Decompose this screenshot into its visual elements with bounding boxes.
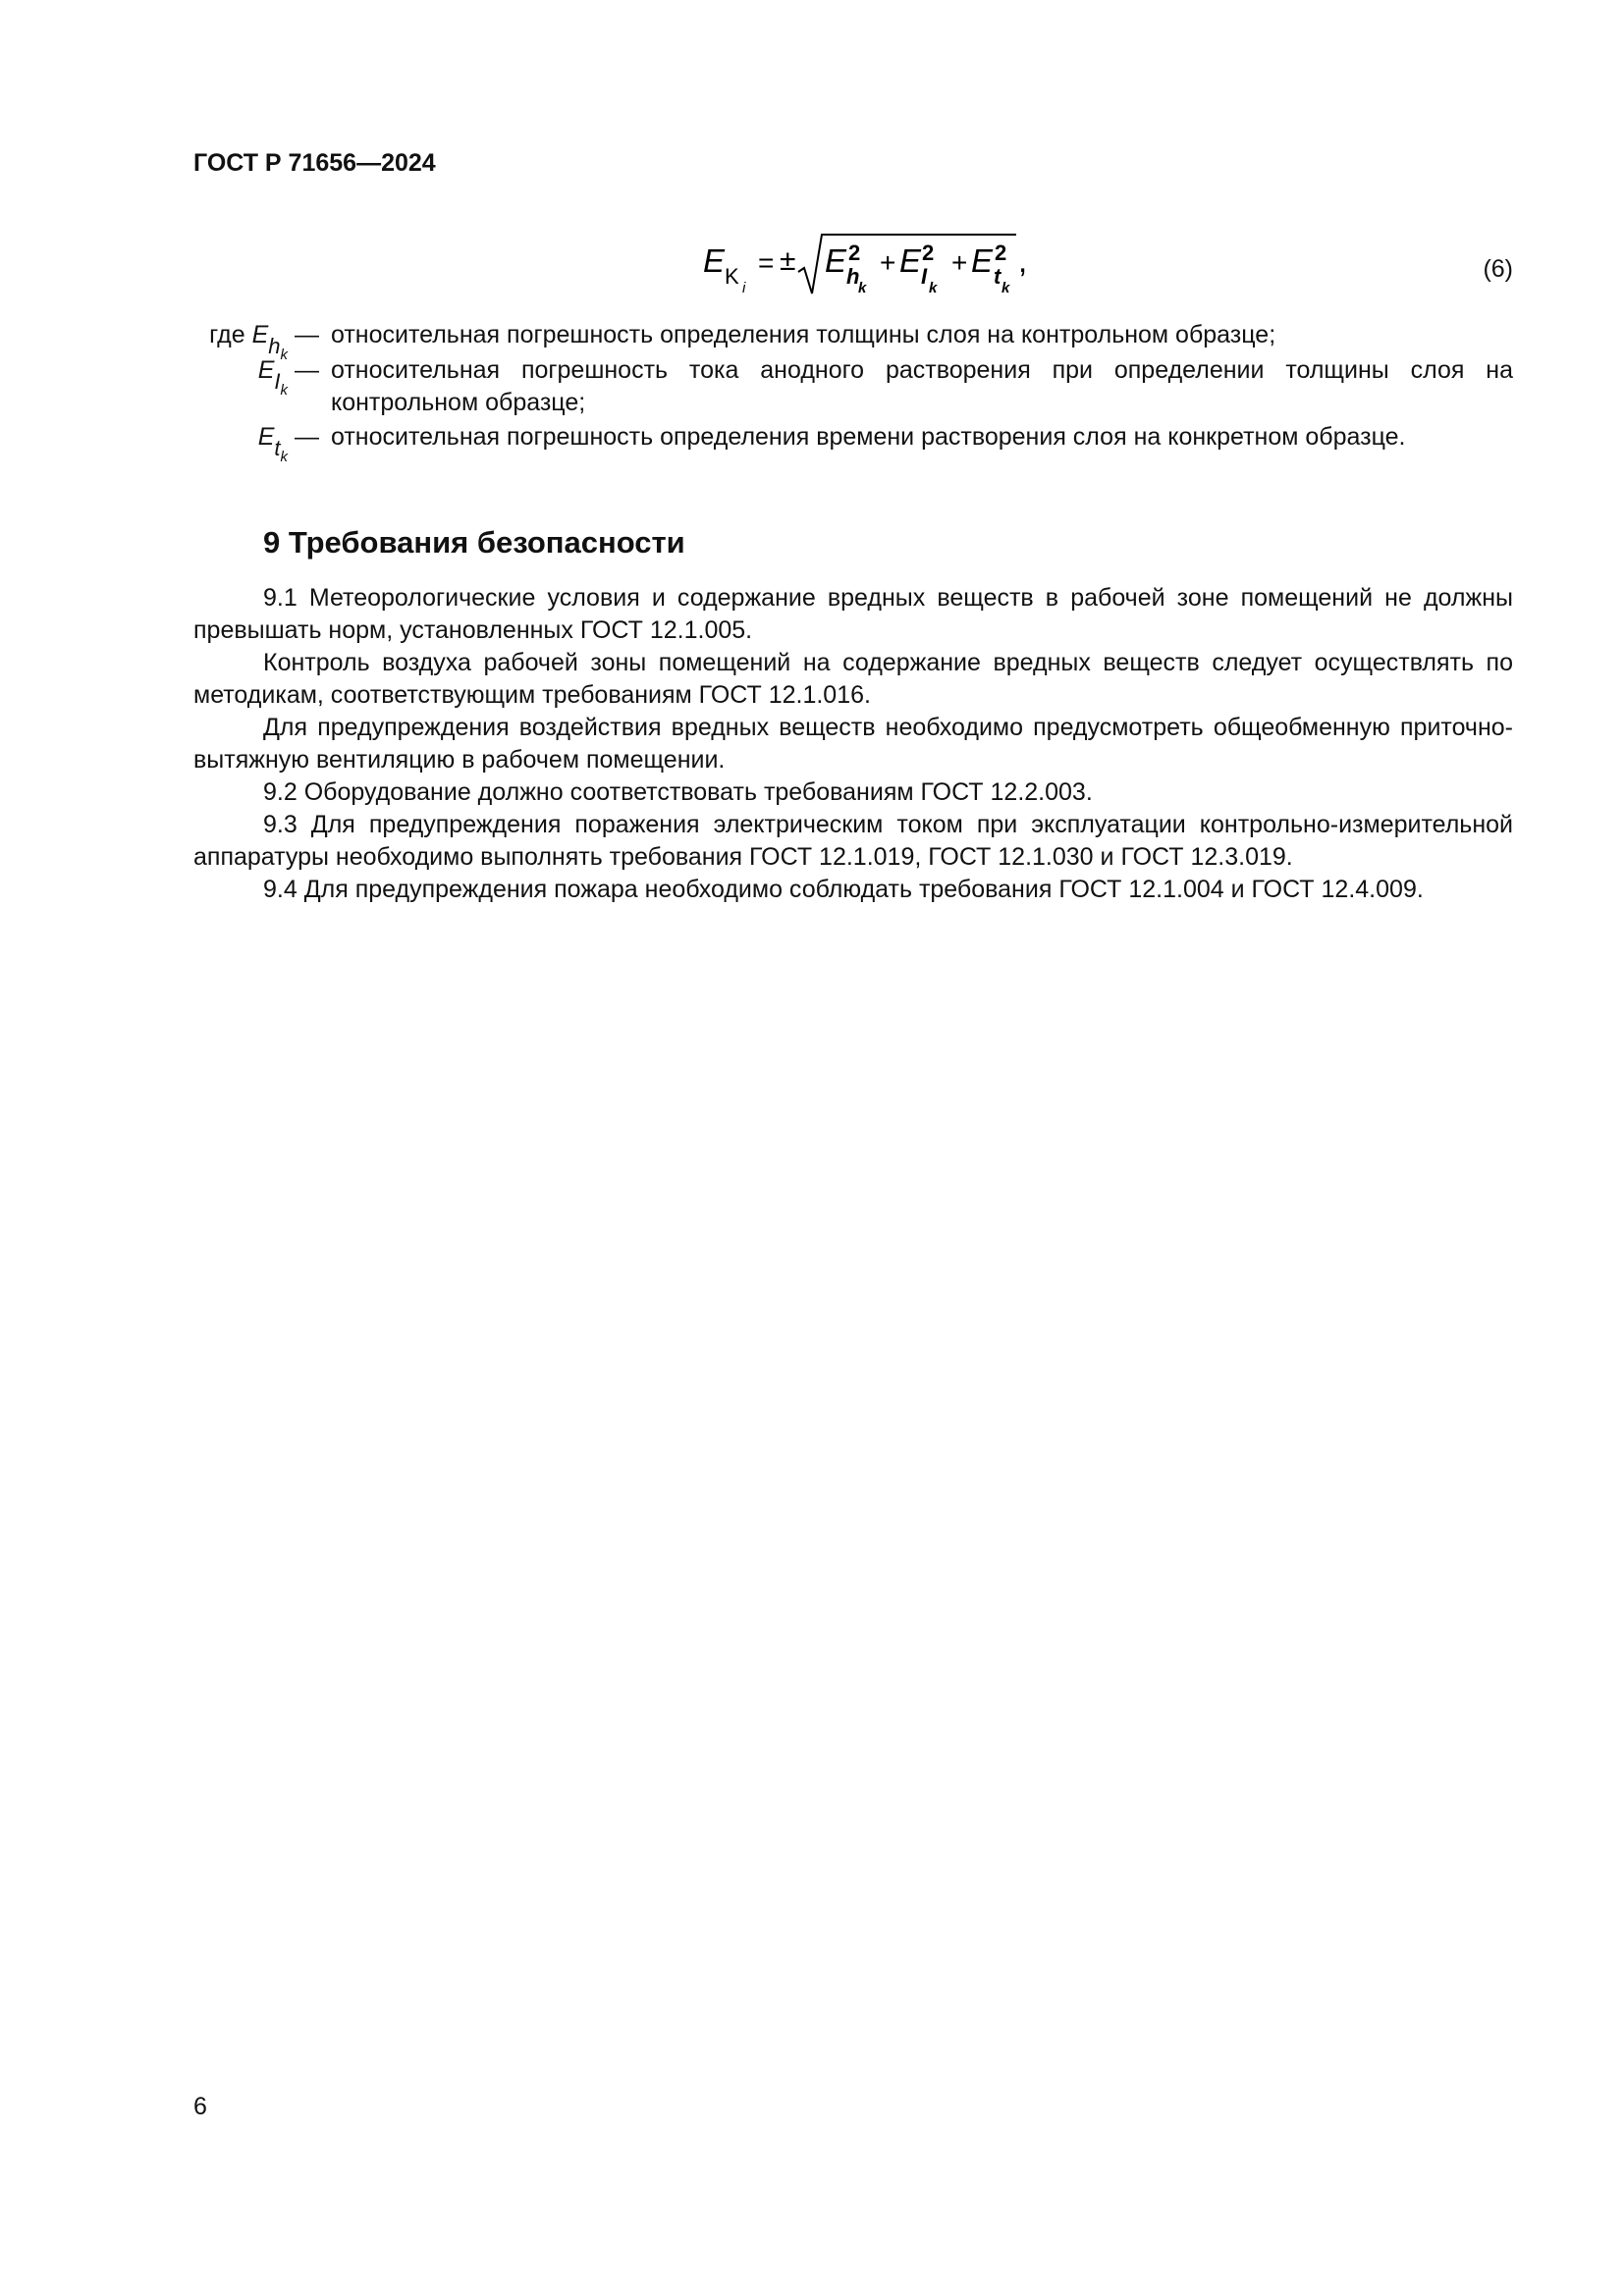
section-title: 9 Требования безопасности — [263, 525, 685, 560]
definition-dash: — — [295, 356, 319, 384]
definition-row-et — [193, 421, 1513, 465]
paragraph-9-4: 9.4 Для предупреждения пожара необходимо соблюдать требования ГОСТ 12.1.004 и ГОСТ 12.4.009. — [263, 876, 1424, 903]
equation-number: (6) — [1483, 255, 1513, 283]
definition-sub: I — [274, 369, 281, 394]
formula-term3-sub: t — [994, 264, 1001, 289]
definition-sub2: k — [280, 347, 288, 363]
formula-term1-sub2: k — [858, 280, 867, 296]
formula-lhs-sub2: i — [742, 280, 746, 296]
formula-comma: , — [1018, 242, 1028, 279]
formula-term3-sub2: k — [1001, 280, 1010, 296]
definition-term-ei — [257, 354, 288, 399]
formula-term2-sup: 2 — [922, 240, 935, 265]
definition-term-eh — [209, 319, 288, 363]
definition-dash: — — [295, 321, 319, 348]
formula-term3-sup: 2 — [995, 240, 1007, 265]
paragraph-9-2: 9.2 Оборудование должно соответствовать требованиям ГОСТ 12.2.003. — [263, 778, 1093, 806]
formula-lhs-var: E — [703, 242, 726, 279]
definition-var: E — [251, 321, 269, 348]
formula-plusminus: ± — [780, 244, 796, 277]
formula-term1-sup: 2 — [848, 240, 861, 265]
formula-term2-sub: I — [921, 264, 928, 289]
definition-row-eh — [193, 319, 1513, 363]
formula-term3-var: E — [971, 242, 994, 279]
definition-sub: t — [274, 436, 281, 460]
formula-term1-var: E — [825, 242, 847, 279]
page-number: 6 — [193, 2093, 207, 2120]
formula-plus-2: + — [951, 247, 968, 278]
formula-term2-var: E — [899, 242, 922, 279]
formula-plus-1: + — [880, 247, 896, 278]
paragraph-ventilation: Для предупреждения воздействия вредных веществ необходимо предусмотреть общеобменную приточно-вытяжную вентиляцию в рабочем помещении. — [193, 714, 1513, 774]
definition-var: E — [257, 356, 275, 384]
definition-var: E — [257, 423, 275, 451]
definition-lead-word: где — [209, 321, 245, 348]
definition-term-et — [257, 421, 288, 465]
definition-dash: — — [295, 423, 319, 451]
formula-equals: = — [758, 247, 775, 278]
formula-lhs-sub: K — [725, 264, 739, 289]
document-header: ГОСТ Р 71656—2024 — [193, 149, 436, 177]
paragraph-9-1: 9.1 Метеорологические условия и содержание вредных веществ в рабочей зоне помещений не должны превышать норм, установленных ГОСТ 12.1.005. — [193, 584, 1513, 644]
variable-definitions — [193, 319, 1513, 465]
definition-text: относительная погрешность определения толщины слоя на контрольном образце; — [331, 321, 1276, 348]
paragraph-9-3: 9.3 Для предупреждения поражения электрическим током при эксплуатации контрольно-измерительной аппаратуры необходимо выполнять требования ГОСТ 12.1.019, ГОСТ 12.1.030 и ГОСТ 12.3.019. — [193, 811, 1513, 871]
section-body — [193, 582, 1513, 906]
definition-sub2: k — [280, 382, 288, 399]
definition-text: относительная погрешность тока анодного растворения при определении толщины слоя на контрольном образце; — [331, 356, 1513, 416]
definition-sub2: k — [280, 449, 288, 465]
definition-text: относительная погрешность определения времени растворения слоя на конкретном образце. — [331, 423, 1406, 451]
definition-sub: h — [268, 334, 281, 358]
formula-term1-sub: h — [846, 264, 860, 289]
formula-term2-sub2: k — [929, 280, 938, 296]
paragraph-air-control: Контроль воздуха рабочей зоны помещений на содержание вредных веществ следует осуществлять по методикам, соответствующим требованиям ГОСТ 12.1.016. — [193, 649, 1513, 709]
definition-row-ei — [193, 354, 1513, 419]
